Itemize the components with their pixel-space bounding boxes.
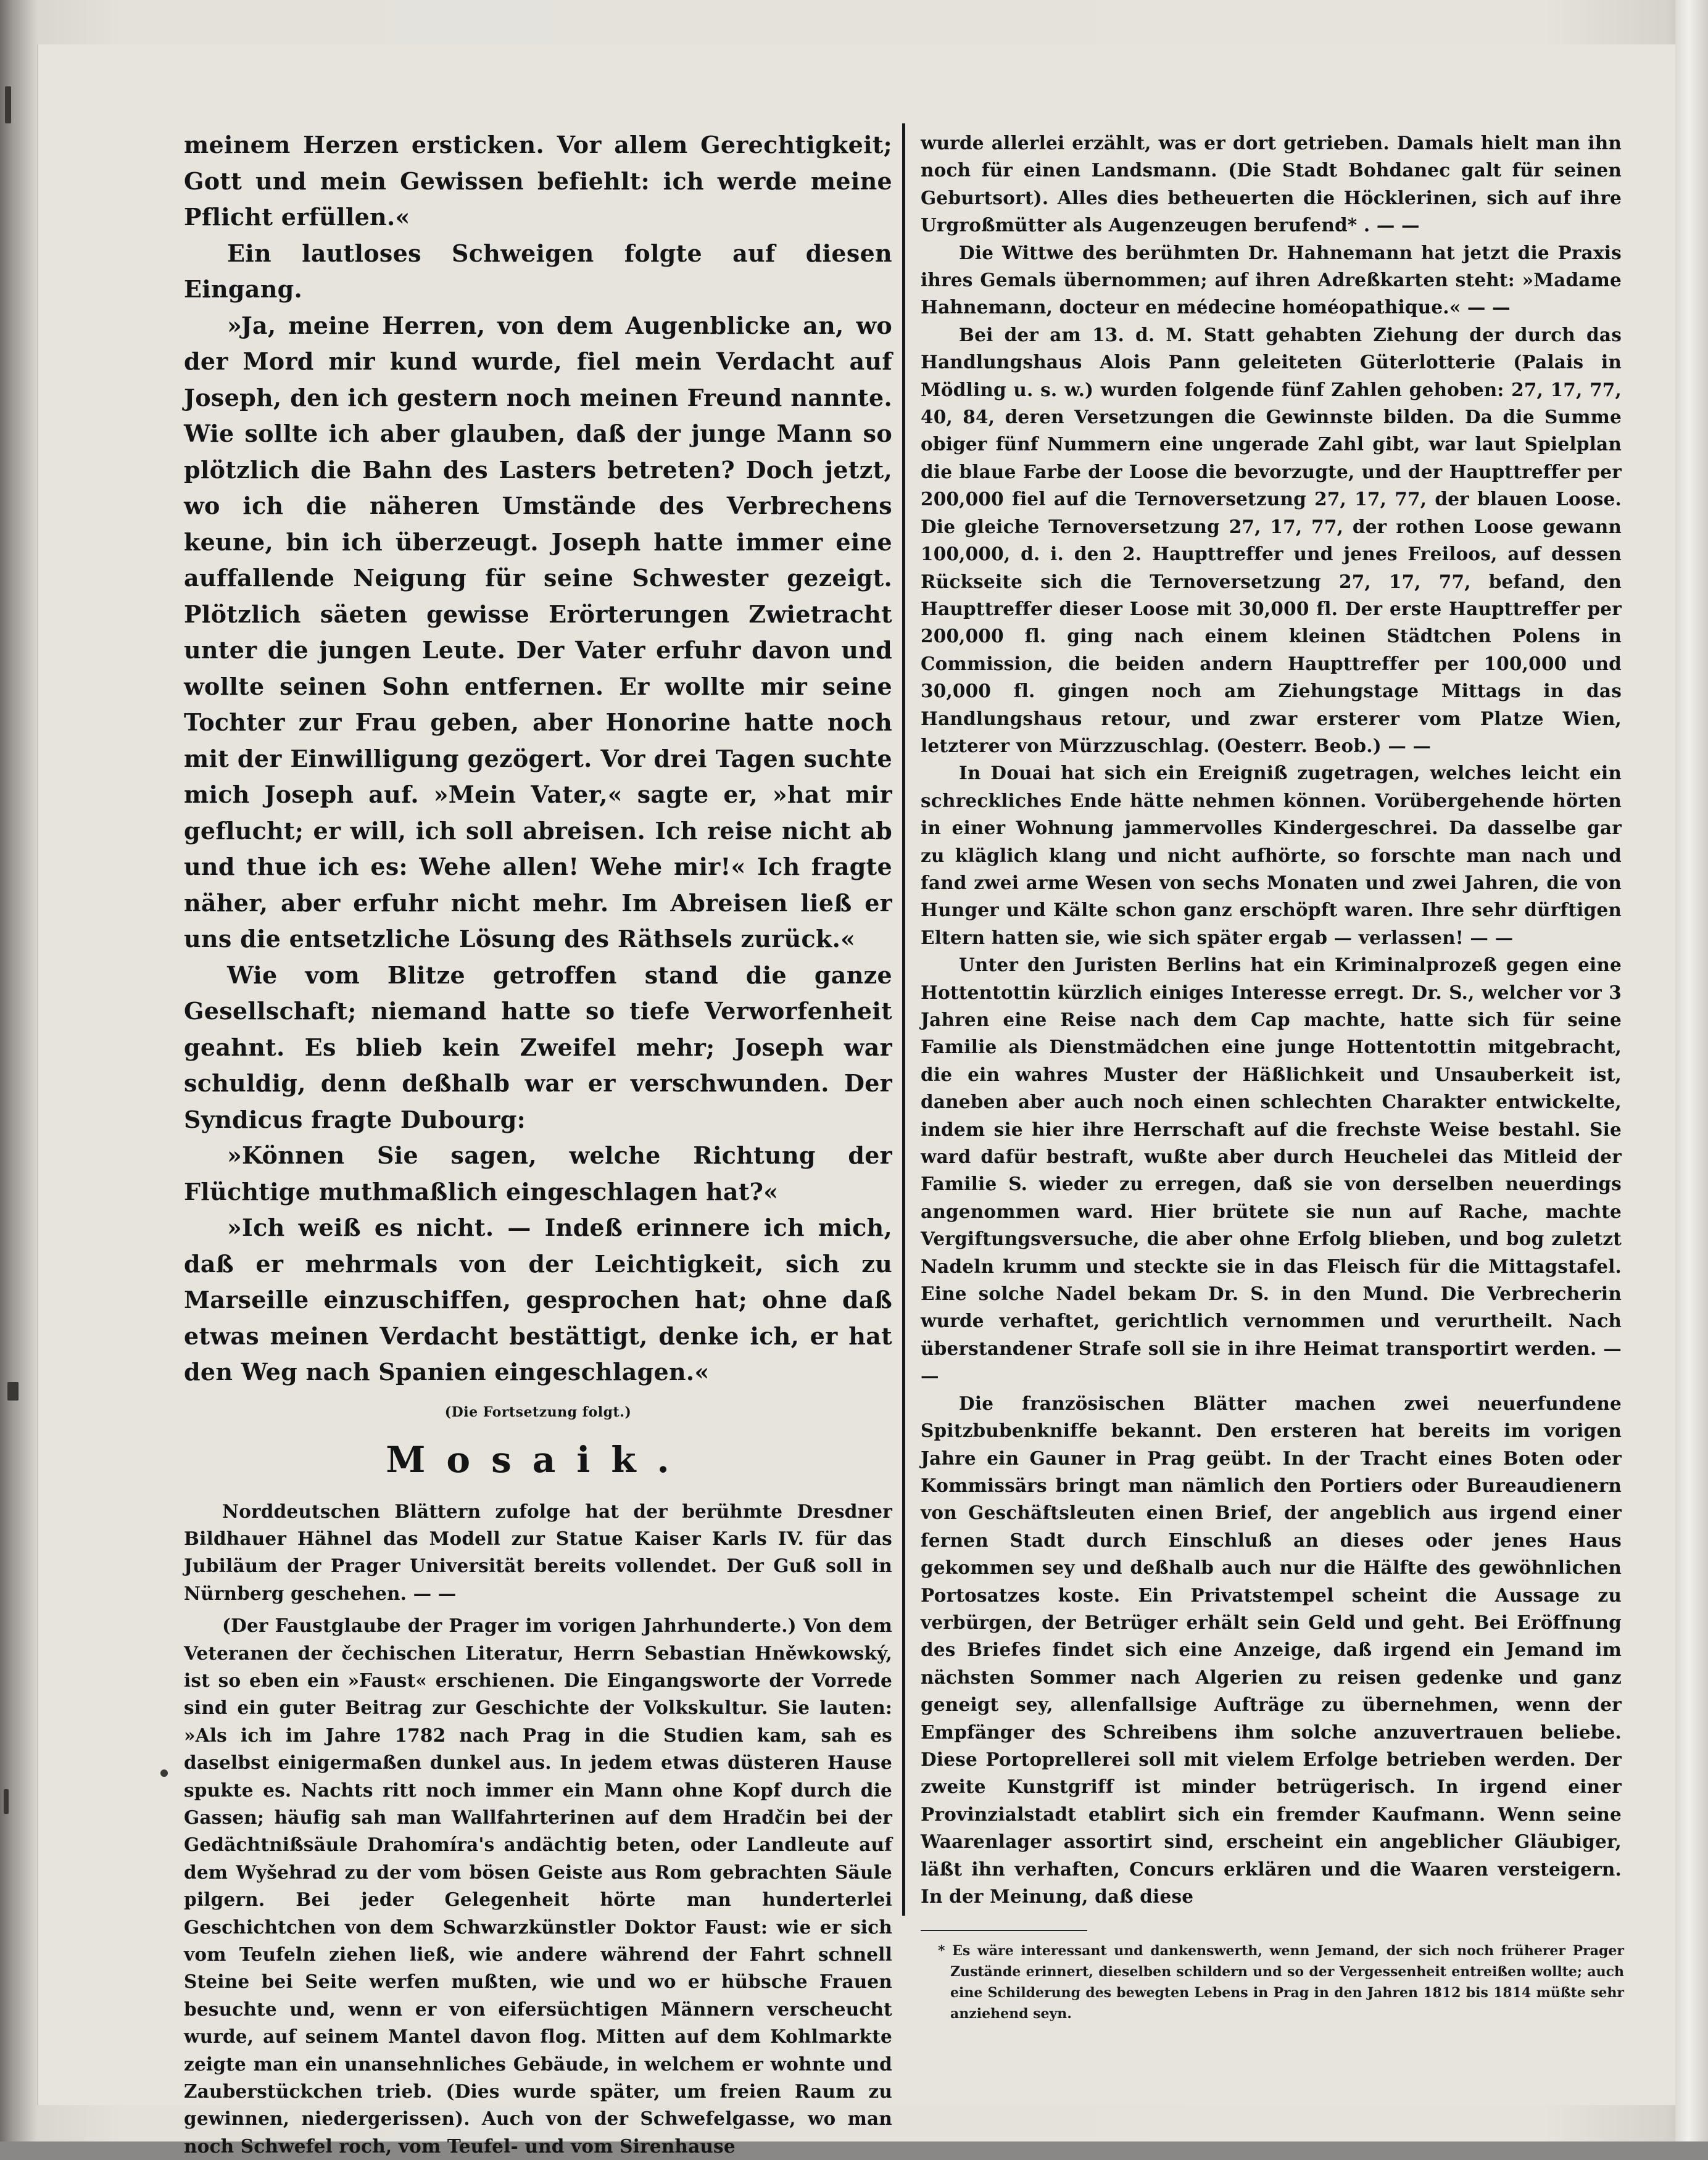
scan-speck [4,1789,9,1814]
story-paragraph: meinem Herzen ersticken. Vor allem Gerechtigkeit; Gott und mein Gewissen befiehlt: ich werde meine Pflicht erfüllen.« [184,131,892,231]
story-paragraph: »Ich weiß es nicht. — Indeß erinnere ich mich, daß er mehrmals von der Leichtigkeit, sich zu Marseille einzuschiffen, gesprochen hat; ohne daß etwas meinen Verdacht bestättigt, denke ich, er hat den Weg nach Spanien eingeschlagen.« [184,1214,892,1386]
column-divider [902,123,905,1916]
news-item: Norddeutschen Blättern zufolge hat der berühmte Dresdner Bildhauer Hähnel das Modell zur Statue Kaiser Karls IV. für das Jubiläum der Prager Universität bereits vollendet. Der Guß soll in Nürnberg geschehen. — — [184,1500,892,1604]
news-item: Unter den Juristen Berlins hat ein Kriminalprozeß gegen eine Hottentottin kürzlich einiges Interesse erregt. Dr. S., welcher vor 3 Jahren eine Reise nach dem Cap machte, hatte sich für seine Familie als Dienstmädchen eine junge Hottentottin mitgebracht, die ein wahres Muster der Häßlichkeit und Unsauberkeit ist, daneben aber auch noch einen schlechten Charakter entwickelte, indem sie hier ihre Herrschaft auf die frechste Weise bestahl. Sie ward dafür bestraft, wußte aber durch Heuchelei das Mitleid der Familie S. wieder zu erregen, daß sie von derselben neuerdings angenommen ward. Hier brütete sie nun auf Rache, machte Vergiftungsversuche, die aber ohne Erfolg blieben, und bog zuletzt Nadeln krumm und steckte sie in das Fleisch für die Mittagstafel. Eine solche Nadel bekam Dr. S. in den Mund. Die Verbrecherin wurde verhaftet, gerichtlich vernommen und verurtheilt. Nach überstandener Strafe soll sie in ihre Heimat transportirt werden. — — [921,954,1622,1387]
section-title: Mosaik. [386,1438,690,1481]
scan-speck [7,1382,19,1401]
news-item: Die französischen Blätter machen zwei neuerfundene Spitzbubenkniffe bekannt. Den ersteren hat bereits im vorigen Jahre ein Gauner in Prag geübt. In der Tracht eines Boten oder Kommissärs bringt man nämlich den Portiers oder Bureaudienern von Geschäftsleuten einen Brief, der angeblich aus irgend einer fernen Stadt durch Einschluß an dieses oder jenes Haus gekommen sey und deßhalb auch nur die Hälfte des gewöhnlichen Portosatzes koste. Ein Privatstempel scheint die Aussage zu verbürgen, der Betrüger erhält sein Geld und geht. Bei Eröffnung des Briefes findet sich eine Anzeige, daß irgend ein Jemand im nächsten Sommer nach Algerien zu reisen gedenke und ganz geneigt sey, allenfallsige Aufträge zu übernehmen, wenn der Empfänger des Schreibens ihm solche anzuvertrauen beliebe. Diese Portoprellerei soll mit vielem Erfolge betrieben werden. Der zweite Kunstgriff ist minder betrügerisch. In irgend einer Provinzialstadt etablirt sich ein fremder Kaufmann. Wenn seine Waarenlager assortirt sind, erscheint ein angeblicher Gläubiger, läßt ihn verhaften, Concurs erklären und die Waaren versteigern. In der Meinung, daß diese [921,1392,1622,1907]
news-item: (Der Faustglaube der Prager im vorigen Jahrhunderte.) Von dem Veteranen der čechischen Literatur, Herrn Sebastian Hněwkowský, ist so eben ein »Faust« erschienen. Die Eingangsworte der Vorrede sind ein guter Beitrag zur Geschichte der Volkskultur. Sie lauten: »Als ich im Jahre 1782 nach Prag in die Studien kam, sah es daselbst einigermaßen dunkel aus. In jedem etwas düsteren Hause spukte es. Nachts ritt noch immer ein Mann ohne Kopf durch die Gassen; häufig sah man Wallfahrterinen auf dem Hradčin bei der Gedächtnißsäule Drahomíra's andächtig beten, oder Landleute auf dem Wyšehrad zu der vom bösen Geiste aus Rom gebrachten Säule pilgern. Bei jeder Gelegenheit hörte man hunderterlei Geschichtchen von dem Schwarzkünstler Doktor Faust: wie er sich vom Teufeln ziehen ließ, wie andere während der Fahrt schnell Steine bei Seite werfen mußten, wie und wo er hübsche Frauen besuchte und, wenn er von eifersüchtigen Männern verscheucht wurde, auf seinem Mantel davon flog. Mitten auf dem Kohlmarkte zeigte man ein unansehnliches Gebäude, in welchem er wohnte und Zauberstückchen trieb. (Dies wurde später, um freien Raum zu gewinnen, niedergerissen). Auch von der Schwefelgasse, wo man noch Schwefel roch, vom Teufel- und vom Sirenhause [184,1615,892,2157]
news-item: In Douai hat sich ein Ereigniß zugetragen, welches leicht ein schreckliches Ende hätte nehmen können. Vorübergehende hörten in einer Wohnung jammervolles Kindergeschrei. Da dasselbe gar zu kläglich klang und nicht aufhörte, so forschte man nach und fand zwei arme Wesen von sechs Monaten und zwei Jahren, die von Hunger und Kälte schon ganz erschöpft waren. Ihre sehr dürftigen Eltern hatten sie, wie sich später ergab — verlassen! — — [921,762,1622,948]
footnote-rule [921,1930,1087,1931]
scan-speck [5,86,11,123]
story-paragraph: »Ja, meine Herren, von dem Augenblicke an, wo der Mord mir kund wurde, fiel mein Verdacht auf Joseph, den ich gestern noch meinen Freund nannte. Wie sollte ich aber glauben, daß der junge Mann so plötzlich die Bahn des Lasters betreten? Doch jetzt, wo ich die näheren Umstände des Verbrechens keune, bin ich überzeugt. Joseph hatte immer eine auffallende Neigung für seine Schwester gezeigt. Plötzlich säeten gewisse Erörterungen Zwietracht unter die jungen Leute. Der Vater erfuhr davon und wollte seinen Sohn entfernen. Er wollte mir seine Tochter zur Frau geben, aber Honorine hatte noch mit der Einwilligung gezögert. Vor drei Tagen suchte mich Joseph auf. »Mein Vater,« sagte er, »hat mir geflucht; er will, ich soll abreisen. Ich reise nicht ab und thue ich es: Wehe allen! Wehe mir!« Ich fragte näher, aber erfuhr nicht mehr. Im Abreisen ließ er uns die entsetzliche Lösung des Räthsels zurück.« [184,311,892,953]
scan-speck [160,1769,168,1777]
news-item: Bei der am 13. d. M. Statt gehabten Ziehung der durch das Handlungshaus Alois Pann geleiteten Güterlotterie (Palais in Mödling u. s. w.) wurden folgende fünf Zahlen gehoben: 27, 17, 77, 40, 84, deren Versetzungen die Gewinnste bilden. Da die Summe obiger fünf Nummern eine ungerade Zahl gibt, war laut Spielplan die blaue Farbe der Loose die bevorzugte, und der Haupttreffer per 200,000 fiel auf die Ternoversetzung 27, 17, 77, der blauen Loose. Die gleiche Ternoversetzung 27, 17, 77, der rothen Loose gewann 100,000, d. i. den 2. Haupttreffer und jenes Freiloos, auf dessen Rückseite sich die Ternoversetzung 27, 17, 77, befand, den Haupttreffer dieser Loose mit 30,000 fl. Der erste Haupttreffer per 200,000 fl. ging nach einem kleinen Städtchen Polens in Commission, die beiden andern Haupttreffer per 100,000 und 30,000 fl. gingen noch am Ziehungstage Mittags in das Handlungshaus retour, und zwar ersterer vom Platze Wien, letzterer von Mürzzuschlag. (Oesterr. Beob.) — — [921,323,1622,756]
right-column [921,130,1622,1910]
story-paragraph: »Können Sie sagen, welche Richtung der Flüchtige muthmaßlich eingeschlagen hat?« [184,1141,892,1206]
story-paragraph: Ein lautloses Schweigen folgte auf diesen Eingang. [184,239,892,303]
footnote: * Es wäre interessant und dankenswerth, wenn Jemand, der sich noch früherer Prager Zustände erinnert, dieselben schildern und so der Vergessenheit entreißen wollte; auch eine Schilderung des bewegten Lebens in Prag in den Jahren 1812 bis 1814 müßte sehr anziehend seyn. [938,1943,1624,2022]
continuation-note: (Die Fortsetzung folgt.) [444,1404,632,1420]
news-item: wurde allerlei erzählt, was er dort getrieben. Damals hielt man ihn noch für einen Landsmann. (Die Stadt Bohdanec galt für seinen Geburtsort). Alles dies betheuerten die Höcklerinen, sich auf ihre Urgroßmütter als Augenzeugen berufend* . — — [921,132,1622,236]
left-column [184,127,892,2160]
page-edge-shadow [1675,0,1708,2141]
story-paragraph: Wie vom Blitze getroffen stand die ganze Gesellschaft; niemand hatte so tiefe Verworfenheit geahnt. Es blieb kein Zweifel mehr; Joseph war schuldig, denn deßhalb war er verschwunden. Der Syndicus fragte Dubourg: [184,961,892,1133]
news-item: Die Wittwe des berühmten Dr. Hahnemann hat jetzt die Praxis ihres Gemals übernommen; auf ihren Adreßkarten steht: »Madame Hahnemann, docteur en médecine homéopathique.« — — [921,241,1622,318]
